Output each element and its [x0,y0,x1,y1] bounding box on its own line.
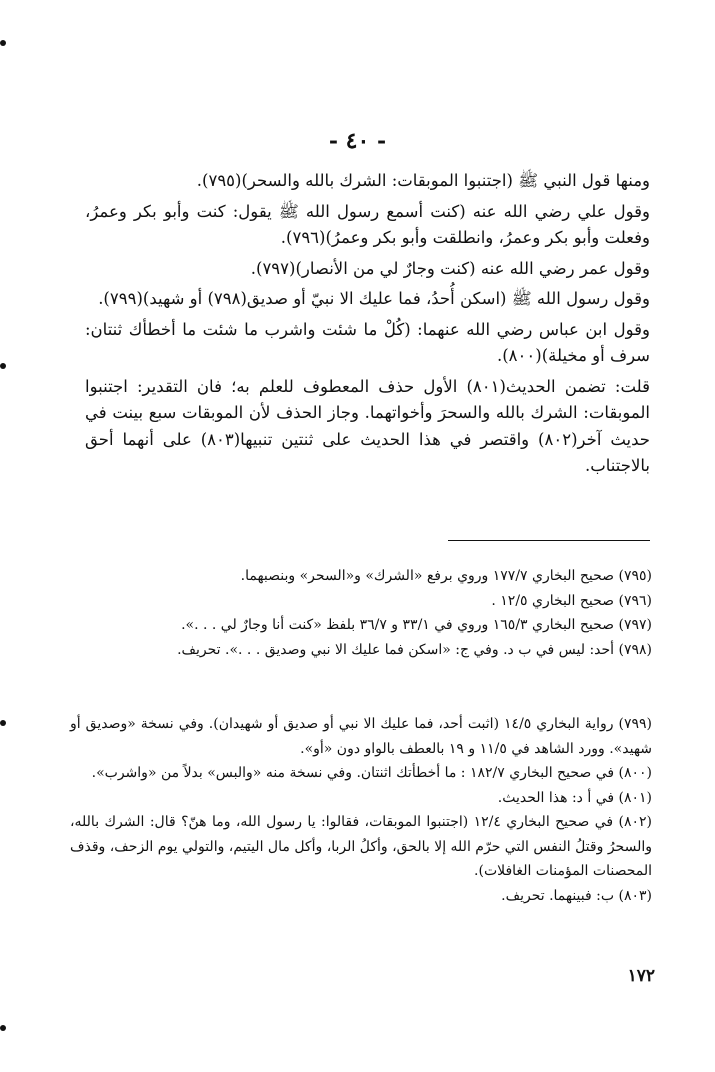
folio-number: ١٧٢ [627,966,655,986]
footnote: (٨٠٠) في صحيح البخاري ١٨٢/٧ : ما أخطأتك اثنتان. وفي نسخة منه «والبس» بدلاً من «واشرب». [91,765,652,781]
footnote: (٨٠٢) في صحيح البخاري ١٢/٤ (اجتنبوا الموبقات، فقالوا: يا رسول الله، وما هنّ؟ قال: الشرك بالله، والسحرُ وقتلُ النفس التي حرّم الله إلا بالحق، وأكلُ الربا، وأكل مال اليتيم، والتولي يوم الزحف، وقذف المحصنات المؤمنات الغافلات). [70,814,652,879]
footnote: (٧٩٩) رواية البخاري ١٤/٥ (اثبت أحد، فما عليك الا نبي أو صديق أو شهيدان). وفي نسخة «وصديق أو شهيد». وورد الشاهد في ١١/٥ و ١٩ بالعطف بالواو دون «أو». [70,716,652,757]
paragraph: وقول ابن عباس رضي الله عنهما: (كُلْ ما شئت واشرب ما شئت ما أخطأك ثنتان: سرف أو مخيلة)(٨٠٠). [85,319,650,365]
scan-mark [0,363,6,369]
scan-mark [0,720,6,726]
footnote: (٨٠١) في أ د: هذا الحديث. [497,789,652,806]
main-text [85,168,650,484]
scan-mark [0,40,6,46]
footnotes-group-a [70,564,652,662]
footnote: (٧٩٨) أحد: ليس في ب د. وفي ج: «اسكن فما عليك الا نبي وصديق . . .». تحريف. [177,641,652,658]
footnote-separator [448,540,650,541]
footnotes-group-b [70,712,652,908]
footnote: (٨٠٣) ب: فبينهما. تحريف. [501,887,652,904]
page-number: - ٤٠ - [328,128,387,154]
paragraph: وقول رسول الله ﷺ (اسكن أُحدُ، فما عليك الا نبيّ أو صديق(٧٩٨) أو شهيد)(٧٩٩). [98,289,650,308]
paragraph: ومنها قول النبي ﷺ (اجتنبوا الموبقات: الشرك بالله والسحر)(٧٩٥). [196,171,650,190]
paragraph: وقول عمر رضي الله عنه (كنت وجارٌ لي من الأنصار)(٧٩٧). [250,258,650,278]
scan-mark [0,1025,6,1031]
paragraph: قلت: تضمن الحديث(٨٠١) الأول حذف المعطوف للعلم به؛ فان التقدير: اجتنبوا الموبقات: الشرك بالله والسحرَ وأخواتهما. وجاز الحذف لأن الموبقات سبع بينت في حديث آخر(٨٠٢) واقتصر في هذا الحديث على ثنتين تنبيها(٨٠٣) على أنهما أحق بالاجتناب. [85,376,650,475]
paragraph: وقول علي رضي الله عنه (كنت أسمع رسول الله ﷺ يقول: كنت وأبو بكر وعمرُ، وفعلت وأبو بكر وعمرُ، وانطلقت وأبو بكر وعمرُ)(٧٩٦). [85,201,650,247]
footnote: (٧٩٧) صحيح البخاري ١٦٥/٣ وروي في ٣٣/١ و ٣٦/٧ بلفظ «كنت أنا وجارٌ لي . . .». [181,617,652,633]
footnote: (٧٩٦) صحيح البخاري ١٢/٥ . [491,592,652,609]
footnote: (٧٩٥) صحيح البخاري ١٧٧/٧ وروي برفع «الشرك» و«السحر» وبنصبهما. [240,568,652,584]
